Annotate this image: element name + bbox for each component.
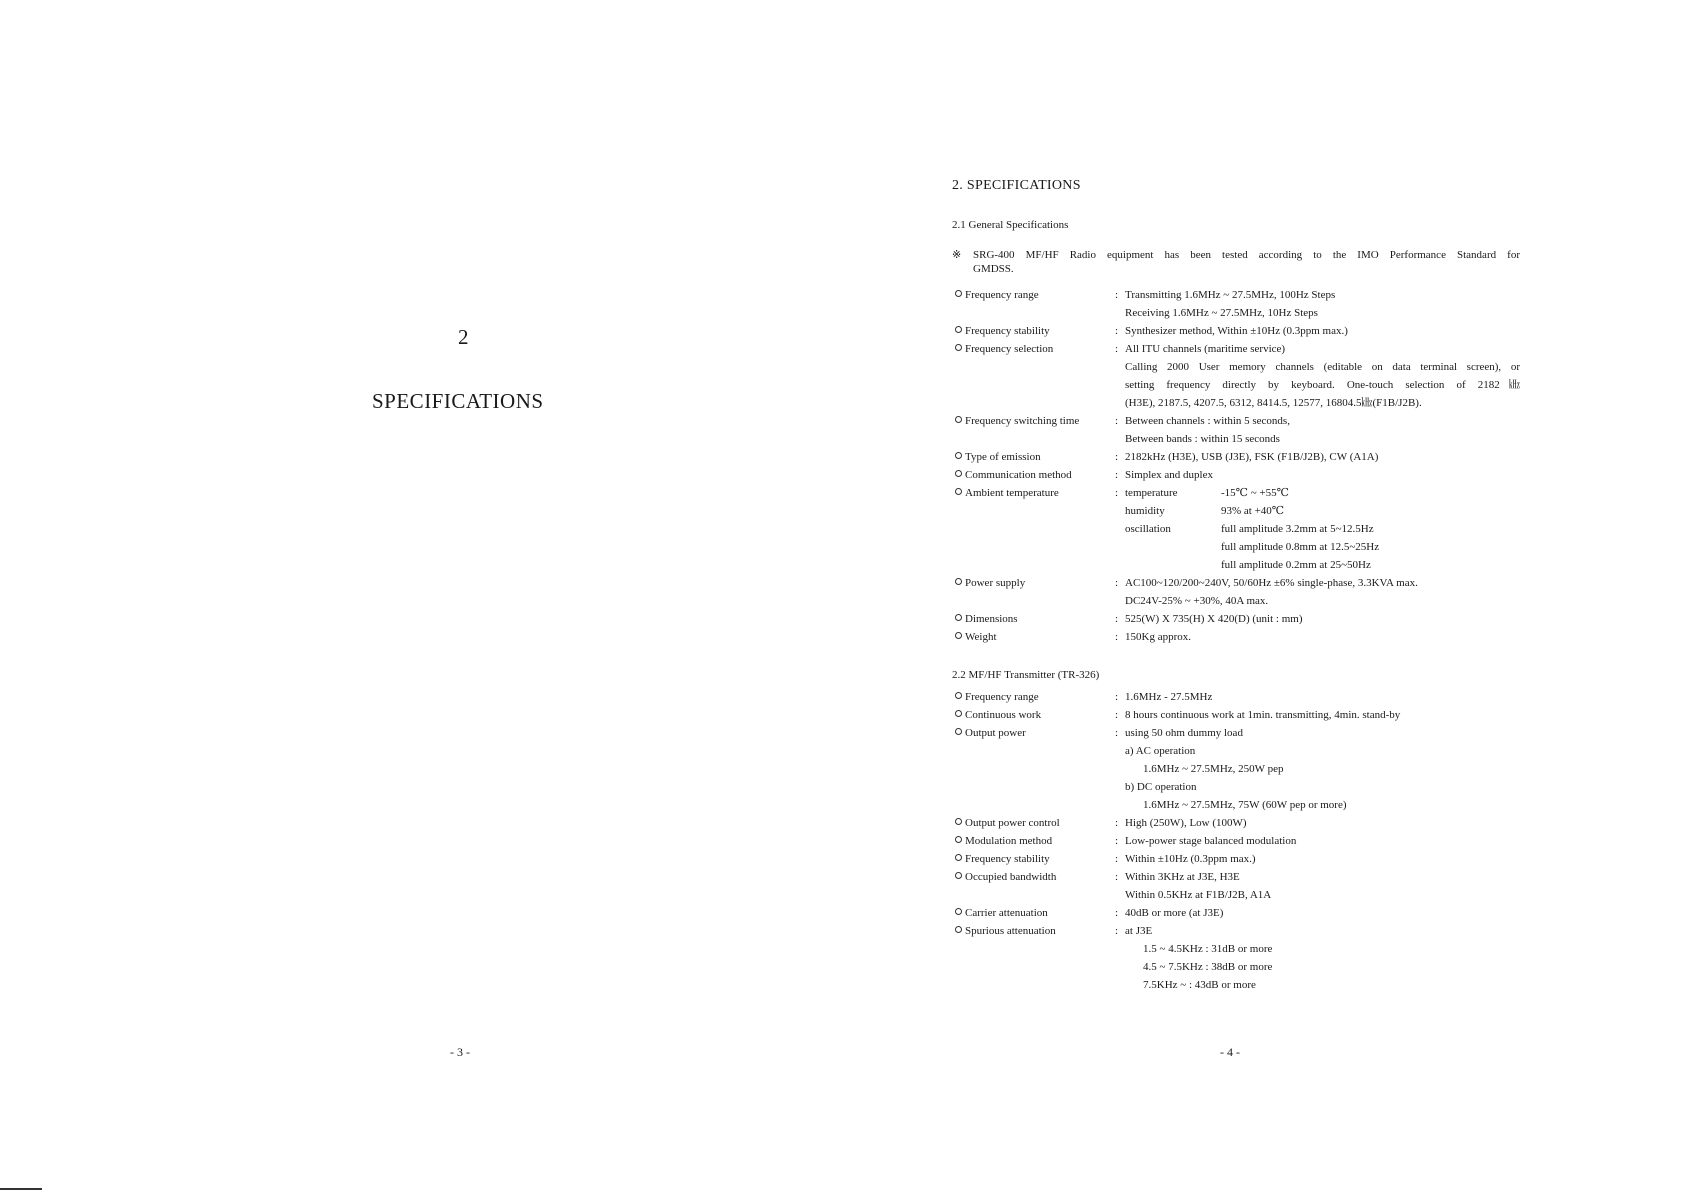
spec-label-text: Spurious attenuation [965,925,1056,937]
spec-value: Within ±10Hz (0.3ppm max.) [1125,853,1256,865]
colon: : [1115,709,1119,721]
spec-row-continuation [952,958,1522,976]
spec-label-text: Power supply [965,577,1026,589]
spec-label [955,412,1079,430]
spec-label-text: Output power [965,727,1026,739]
spec-label [955,610,1018,628]
section-transmitter-title: 2.2 MF/HF Transmitter (TR-326) [952,669,1100,681]
spec-label [955,322,1050,340]
spec-value: 1.6MHz ~ 27.5MHz, 250W pep [1143,763,1284,775]
note-line: GMDSS. [973,263,1014,275]
spec-row-bandwidth [952,868,1522,886]
section-general-title: 2.1 General Specifications [952,219,1069,231]
ambient-value: 93% at +40℃ [1221,505,1285,517]
spec-row-continuation [952,940,1522,958]
spec-row-continuation [952,304,1522,322]
circle-bullet-icon [955,488,962,495]
spec-value: All ITU channels (maritime service) [1125,343,1286,355]
spec-row-dimensions [952,610,1522,628]
ambient-value: full amplitude 0.8mm at 12.5~25Hz [1221,541,1380,553]
spec-label [955,814,1060,832]
spec-label [955,868,1056,886]
circle-bullet-icon [955,632,962,639]
colon: : [1115,343,1119,355]
ambient-value: -15℃ ~ +55℃ [1221,487,1289,499]
circle-bullet-icon [955,614,962,621]
colon: : [1115,817,1119,829]
spec-row-frequency-range [952,286,1522,304]
circle-bullet-icon [955,416,962,423]
spec-row-power-supply [952,574,1522,592]
spec-label-text: Output power control [965,817,1060,829]
spec-row-continuation [952,886,1522,904]
spec-value: Within 3KHz at J3E, H3E [1125,871,1240,883]
spec-value: Receiving 1.6MHz ~ 27.5MHz, 10Hz Steps [1125,307,1318,319]
spec-label [955,832,1052,850]
spec-value: 1.6MHz ~ 27.5MHz, 75W (60W pep or more) [1143,799,1347,811]
reference-mark-icon: ※ [952,249,962,261]
spec-value: 7.5KHz ~ : 43dB or more [1143,979,1256,991]
spec-row-continuation [952,556,1522,574]
colon: : [1115,925,1119,937]
spec-row-continuous-work [952,706,1522,724]
colon: : [1115,451,1119,463]
spec-row-continuation [952,430,1522,448]
spec-row-continuation [952,538,1522,556]
spec-label-text: Frequency selection [965,343,1054,355]
spec-label-text: Frequency stability [965,325,1050,337]
circle-bullet-icon [955,728,962,735]
circle-bullet-icon [955,818,962,825]
spec-row-continuation [952,520,1522,538]
colon: : [1115,325,1119,337]
page-number-right: - 4 - [1220,1045,1240,1059]
left-page [0,0,842,1192]
page-number-left: - 3 - [450,1045,470,1059]
spec-label [955,466,1072,484]
colon: : [1115,469,1119,481]
spec-row-continuation [952,502,1522,520]
spec-row-weight [952,628,1522,646]
spec-row-continuation [952,796,1522,814]
spec-label [955,688,1039,706]
spec-label [955,706,1041,724]
colon: : [1115,487,1119,499]
spec-label [955,448,1041,466]
circle-bullet-icon [955,836,962,843]
spec-value: Transmitting 1.6MHz ~ 27.5MHz, 100Hz Steps [1125,289,1336,301]
spec-value: Calling 2000 User memory channels (editable on data terminal screen), or [1125,361,1520,373]
spec-value: 8 hours continuous work at 1min. transmitting, 4min. stand-by [1125,709,1401,721]
spec-value: 40dB or more (at J3E) [1125,907,1224,919]
spec-row-continuation [952,976,1522,994]
ambient-key: humidity [1125,505,1165,517]
spec-label-text: Continuous work [965,709,1042,721]
spec-value: at J3E [1125,925,1153,937]
spec-label-text: Carrier attenuation [965,907,1048,919]
circle-bullet-icon [955,470,962,477]
spec-value: 4.5 ~ 7.5KHz : 38dB or more [1143,961,1273,973]
colon: : [1115,415,1119,427]
spec-label-text: Modulation method [965,835,1053,847]
circle-bullet-icon [955,854,962,861]
circle-bullet-icon [955,692,962,699]
spec-value: b) DC operation [1125,781,1197,793]
spec-label [955,484,1059,502]
ambient-value: full amplitude 3.2mm at 5~12.5Hz [1221,523,1374,535]
spec-row-continuation [952,778,1522,796]
spec-row-communication [952,466,1522,484]
spec-label-text: Frequency range [965,289,1039,301]
spec-value: 2182kHz (H3E), USB (J3E), FSK (F1B/J2B), CW (A1A) [1125,451,1379,463]
spec-row-output-power [952,724,1522,742]
spec-row-modulation [952,832,1522,850]
spec-label-text: Type of emission [965,451,1041,463]
spec-label [955,922,1056,940]
circle-bullet-icon [955,710,962,717]
spec-row-frequency-selection [952,340,1522,358]
colon: : [1115,853,1119,865]
spec-value: AC100~120/200~240V, 50/60Hz ±6% single-phase, 3.3KVA max. [1125,577,1418,589]
note-line: SRG-400 MF/HF Radio equipment has been tested according to the IMO Performance Standard for [973,249,1520,261]
spec-label-text: Weight [965,631,997,643]
circle-bullet-icon [955,926,962,933]
spec-value: DC24V-25% ~ +30%, 40A max. [1125,595,1269,607]
spec-value: 1.6MHz - 27.5MHz [1125,691,1213,703]
spec-row-tx-frequency-range [952,688,1522,706]
colon: : [1115,691,1119,703]
spec-row-tx-frequency-stability [952,850,1522,868]
spec-row-continuation [952,760,1522,778]
ambient-key: temperature [1125,487,1178,499]
spec-label-text: Occupied bandwidth [965,871,1057,883]
spec-label [955,628,997,646]
colon: : [1115,631,1119,643]
colon: : [1115,835,1119,847]
circle-bullet-icon [955,578,962,585]
ambient-key: oscillation [1125,523,1171,535]
spec-row-frequency-stability [952,322,1522,340]
circle-bullet-icon [955,344,962,351]
spec-value: Low-power stage balanced modulation [1125,835,1297,847]
spec-row-continuation [952,742,1522,760]
colon: : [1115,289,1119,301]
spec-label-text: Communication method [965,469,1072,481]
spec-row-emission [952,448,1522,466]
spec-label [955,850,1050,868]
spec-label-text: Frequency stability [965,853,1050,865]
spec-label [955,904,1048,922]
spec-value: setting frequency directly by keyboard. One-touch selection of 2182㎑ [1125,379,1520,391]
spec-value: a) AC operation [1125,745,1196,757]
spec-row-carrier [952,904,1522,922]
chapter-number: 2 [458,325,469,349]
circle-bullet-icon [955,290,962,297]
spec-row-continuation [952,394,1522,412]
spec-value: Within 0.5KHz at F1B/J2B, A1A [1125,889,1272,901]
colon: : [1115,727,1119,739]
spec-value: Simplex and duplex [1125,469,1213,481]
spec-row-continuation [952,376,1522,394]
spec-label-text: Frequency range [965,691,1039,703]
ambient-value: full amplitude 0.2mm at 25~50Hz [1221,559,1371,571]
spec-value: 525(W) X 735(H) X 420(D) (unit : mm) [1125,613,1303,625]
spec-value: High (250W), Low (100W) [1125,817,1247,829]
scan-edge-mark [0,1188,42,1190]
spec-row-ambient [952,484,1522,502]
spec-label [955,286,1039,304]
colon: : [1115,907,1119,919]
circle-bullet-icon [955,872,962,879]
spec-label-text: Dimensions [965,613,1018,625]
spec-label [955,574,1025,592]
page-heading: 2. SPECIFICATIONS [952,178,1081,193]
spec-row-continuation [952,358,1522,376]
circle-bullet-icon [955,326,962,333]
spec-label [955,340,1053,358]
chapter-title: SPECIFICATIONS [372,389,544,413]
spec-label-text: Frequency switching time [965,415,1080,427]
circle-bullet-icon [955,908,962,915]
spec-row-switching-time [952,412,1522,430]
spec-row-power-control [952,814,1522,832]
spec-label [955,724,1026,742]
circle-bullet-icon [955,452,962,459]
spec-row-continuation [952,592,1522,610]
spec-row-spurious [952,922,1522,940]
spec-value: 150Kg approx. [1125,631,1191,643]
spec-value: using 50 ohm dummy load [1125,727,1243,739]
spec-value: Between channels : within 5 seconds, [1125,415,1290,427]
spec-label-text: Ambient temperature [965,487,1059,499]
colon: : [1115,613,1119,625]
spec-value: Between bands : within 15 seconds [1125,433,1280,445]
colon: : [1115,577,1119,589]
spec-value: 1.5 ~ 4.5KHz : 31dB or more [1143,943,1273,955]
colon: : [1115,871,1119,883]
spec-value: (H3E), 2187.5, 4207.5, 6312, 8414.5, 12577, 16804.5㎑(F1B/J2B). [1125,397,1422,409]
spec-value: Synthesizer method, Within ±10Hz (0.3ppm max.) [1125,325,1348,337]
